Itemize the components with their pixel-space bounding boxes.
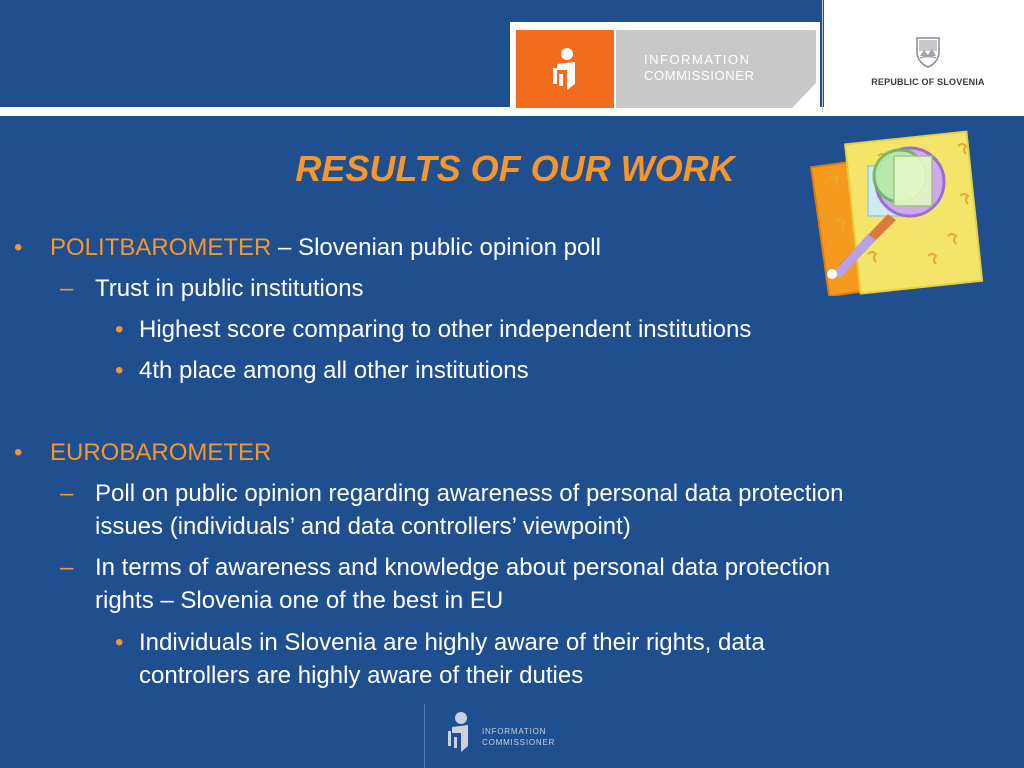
bullet-l2: – xyxy=(60,554,74,581)
footer-logo-line1: INFORMATION xyxy=(482,727,547,736)
bullet-l2: – xyxy=(60,275,74,302)
politbarometer-label: POLITBAROMETER xyxy=(50,234,272,261)
sub-trust-institutions: Trust in public institutions xyxy=(95,275,364,302)
bullet-l3: • xyxy=(115,629,124,656)
point-4th-place: 4th place among all other institutions xyxy=(139,357,529,384)
bullet-l1: • xyxy=(14,439,23,466)
sub-poll-line2: issues (individuals’ and data controllers’ viewpoint) xyxy=(95,513,631,540)
bullet-l3: • xyxy=(115,316,124,343)
politbarometer-desc: – Slovenian public opinion poll xyxy=(271,234,601,261)
sub-awareness-line2: rights – Slovenia one of the best in EU xyxy=(95,587,504,614)
bullet-l2: – xyxy=(60,480,74,507)
bullet-l3: • xyxy=(115,357,124,384)
point-individuals-line2: controllers are highly aware of their duties xyxy=(139,662,584,689)
footer-divider xyxy=(424,704,425,768)
bullet-eurobarometer: EUROBAROMETER xyxy=(50,439,272,466)
sub-awareness-line1: In terms of awareness and knowledge about personal data protection xyxy=(95,554,831,581)
sub-poll-line1: Poll on public opinion regarding awareness of personal data protection xyxy=(95,480,844,507)
person-reading-icon xyxy=(444,710,474,754)
point-individuals-line1: Individuals in Slovenia are highly aware of their rights, data xyxy=(139,629,765,656)
footer-logo-line2: COMMISSIONER xyxy=(482,738,556,747)
point-highest-score: Highest score comparing to other independent institutions xyxy=(139,316,752,343)
ic-logo-line1: INFORMATION xyxy=(644,52,751,67)
bullet-politbarometer xyxy=(50,231,601,264)
republic-of-slovenia-text: REPUBLIC OF SLOVENIA xyxy=(871,77,985,87)
bullet-l1: • xyxy=(14,234,23,261)
footer-ic-text xyxy=(482,726,555,748)
ic-logo-line2: COMMISSIONER xyxy=(644,68,755,83)
footer-ic-logo xyxy=(440,708,570,758)
slide-title: RESULTS OF OUR WORK xyxy=(295,148,735,189)
